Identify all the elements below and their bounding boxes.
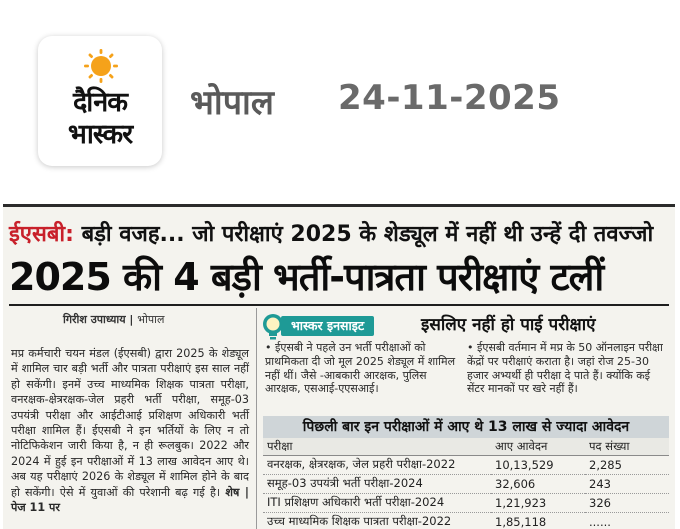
cell-applications: 1,85,118 — [491, 512, 585, 529]
newspaper-clipping — [3, 204, 675, 529]
cell-posts: 243 — [585, 474, 669, 493]
cell-applications: 1,21,923 — [491, 493, 585, 512]
cell-exam: समूह-03 उपयंत्री भर्ती परीक्षा-2024 — [263, 474, 491, 493]
sun-icon — [83, 48, 119, 84]
byline-separator: | — [129, 313, 138, 326]
table-row — [263, 474, 669, 493]
table-header-row — [263, 438, 669, 455]
cell-applications: 32,606 — [491, 474, 585, 493]
article-body-text: मप्र कर्मचारी चयन मंडल (ईएसबी) द्वारा 2025 के शेड्यूल में शामिल चार बड़ी भर्ती और पात्रता परीक्षाएं इस साल नहीं हो सकेंगी। इनमें उच्च माध्यमिक शिक्षक पात्रता परीक्षा, वनरक्षक-क्षेत्ररक्षक-जेल प्रहरी भर्ती परीक्षा, समूह-03 उपयंत्री परीक्षा और आईटीआई प्रशिक्षण अधिकारी भर्ती परीक्षा शामिल हैं। ईएसबी ने इन भर्तियों के लिए न तो नोटिफिकेशन जारी किया है, न ही रूलबुक। 2022 और 2024 में हुई इन परीक्षाओं में 13 लाख आवेदन आए थे। अब यह परीक्षाएं 2026 के शेड्यूल में शामिल होने के बाद हो सकेंगी। ऐसे में युवाओं की परेशानी बढ़ गई है। — [11, 347, 249, 499]
column-divider — [256, 308, 257, 529]
insight-bullet-right: • ईएसबी वर्तमान में मप्र के 50 ऑनलाइन परीक्षा केंद्रों पर परीक्षाएं कराता है। जहां रोज 25-30 हजार अभ्यर्थी ही परीक्षा दे पाते हैं। क्योंकि कई सेंटर मानकों पर खरे नहीं हैं। — [467, 341, 663, 396]
cell-exam: उच्च माध्यमिक शिक्षक पात्रता परीक्षा-2022 — [263, 512, 491, 529]
headline-rule — [9, 304, 669, 306]
byline-city: भोपाल — [137, 313, 165, 326]
logo-text-dainik: दैनिक — [72, 87, 128, 118]
insight-label: भास्कर इनसाइट — [281, 316, 374, 336]
cell-exam: वनरक्षक, क्षेत्ररक्षक, जेल प्रहरी परीक्षा-2022 — [263, 455, 491, 474]
insight-bullet-left: • ईएसबी ने पहले उन भर्ती परीक्षाओं को प्राथमिकता दी जो मूल 2025 शेड्यूल में शामिल नहीं थीं। जैसे -आबकारी आरक्षक, पुलिस आरक्षक, एसआई-एएसआई। — [265, 341, 456, 396]
header-posts: पद संख्या — [585, 438, 669, 455]
table-row — [263, 455, 669, 474]
article-headline: 2025 की 4 बड़ी भर्ती-पात्रता परीक्षाएं टलीं — [9, 255, 604, 299]
header-applications: आए आवेदन — [491, 438, 585, 455]
edition-date: 24-11-2025 — [338, 78, 561, 118]
cell-posts: ...... — [585, 512, 669, 529]
kicker-text: बड़ी वजह... जो परीक्षाएं 2025 के शेड्यूल में नहीं थी उन्हें दी तवज्जो — [81, 222, 654, 247]
applications-data-table — [263, 438, 669, 529]
cell-exam: ITI प्रशिक्षण अधिकारी भर्ती परीक्षा-2024 — [263, 493, 491, 512]
table-title: पिछली बार इन परीक्षाओं में आए थे 13 लाख से ज्यादा आवेदन — [263, 416, 669, 438]
logo-text-bhaskar: भास्कर — [67, 119, 133, 150]
byline-author: गिरीश उपाध्याय — [63, 313, 126, 326]
cell-applications: 10,13,529 — [491, 455, 585, 474]
insight-heading: इसलिए नहीं हो पाई परीक्षाएं — [421, 315, 596, 335]
article-body — [11, 346, 249, 515]
cell-posts: 326 — [585, 493, 669, 512]
applications-table — [263, 416, 669, 529]
edition-city: भोपाल — [190, 83, 274, 123]
lightbulb-icon — [261, 312, 287, 342]
cell-posts: 2,285 — [585, 455, 669, 474]
table-row — [263, 493, 669, 512]
clipping-top-rule — [3, 204, 675, 207]
table-row — [263, 512, 669, 529]
article-kicker — [9, 218, 653, 248]
header-exam: परीक्षा — [263, 438, 491, 455]
kicker-label: ईएसबी: — [9, 222, 74, 247]
article-continued: शेष | पेज 11 पर — [11, 485, 249, 515]
dainik-bhaskar-logo — [38, 36, 162, 166]
article-byline — [63, 312, 164, 327]
